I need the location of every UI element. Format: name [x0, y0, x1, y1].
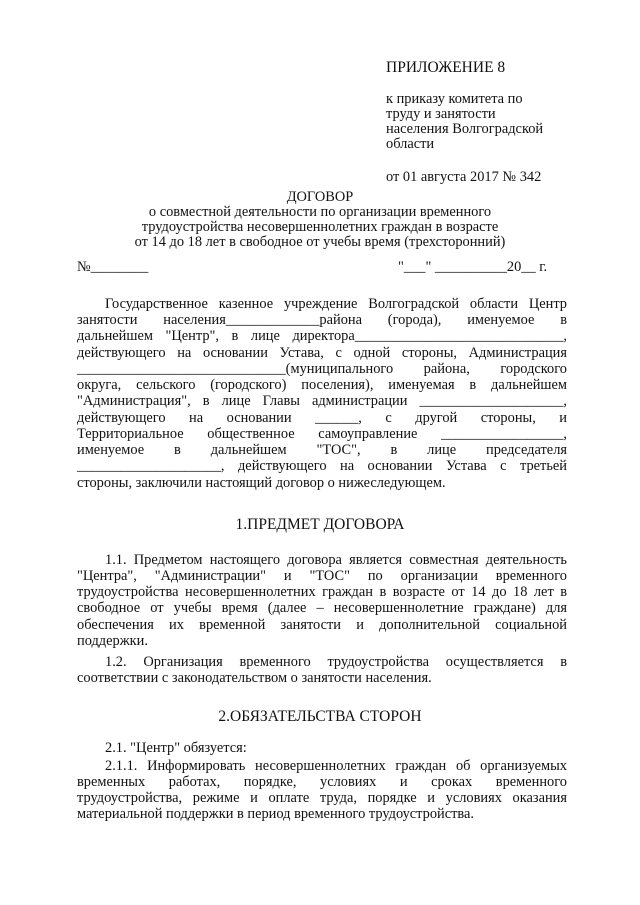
contract-date-blank: "___" __________20__ г.	[398, 259, 548, 275]
intro-line: округа, сельского (городского) поселения), именуемая в дальнейшем	[77, 377, 567, 393]
paragraph-line: 1.2. Организация временного трудоустройства осуществляется в	[105, 654, 567, 670]
intro-line: "Администрация", в лице Главы администрации ____________________,	[77, 393, 567, 409]
paragraph-line: свободное от учебы время (далее – несовершеннолетние граждане) для	[77, 600, 567, 616]
appendix-line: к приказу комитета по	[386, 91, 523, 107]
paragraph-line: временных работах, порядке, условиях и сроках временного	[77, 774, 567, 790]
contract-subtitle-line: о совместной деятельности по организации временного	[148, 204, 492, 220]
section-2-heading: 2.ОБЯЗАТЕЛЬСТВА СТОРОН	[218, 708, 422, 725]
section-2-clause-2-1: 2.1. "Центр" обязуется:	[105, 740, 247, 756]
intro-line: действующего на основании ______, с другой стороны, и	[77, 410, 567, 426]
paragraph-line: поддержки.	[77, 633, 148, 649]
intro-line: _____________________________(муниципального района, городского	[77, 361, 567, 377]
appendix-line: труду и занятости	[386, 106, 496, 122]
appendix-block	[386, 60, 543, 185]
paragraph-line: материальной поддержки в период временного трудоустройства.	[77, 806, 475, 822]
contract-subtitle-line: трудоустройства несовершеннолетних граждан в возрасте	[141, 219, 499, 235]
paragraph-line: трудоустройства несовершеннолетних граждан в возрасте от 14 до 18 лет в	[77, 584, 567, 600]
intro-line: Территориальное общественное самоуправление _________________,	[77, 426, 567, 442]
contract-subtitle-line: от 14 до 18 лет в свободное от учебы время (трехсторонний)	[134, 234, 506, 250]
paragraph-line: 2.1.1. Информировать несовершеннолетних граждан об организуемых	[105, 758, 567, 774]
contract-title-block	[0, 190, 640, 250]
contract-title: ДОГОВОР	[286, 189, 354, 205]
section-1-heading: 1.ПРЕДМЕТ ДОГОВОРА	[235, 516, 405, 533]
intro-line: ____________________, действующего на основании Устава с третьей	[77, 458, 567, 474]
intro-line: действующего на основании Устава, с одной стороны, Администрация	[77, 345, 567, 361]
intro-line: дальнейшем "Центр", в лице директора_____________________________,	[77, 328, 567, 344]
paragraph-line: соответствии с законодательством о занятости населения.	[77, 670, 432, 686]
intro-line: занятости населения_____________района (города), именуемое в	[77, 312, 567, 328]
appendix-order-reference	[386, 92, 543, 152]
paragraph-line: 1.1. Предметом настоящего договора является совместная деятельность	[105, 552, 567, 568]
intro-line: Государственное казенное учреждение Волгоградской области Центр	[105, 296, 567, 312]
paragraph-line: трудоустройства, режиме и оплате труда, порядке и условиях оказания	[77, 790, 567, 806]
appendix-title: ПРИЛОЖЕНИЕ 8	[386, 59, 506, 76]
paragraph-line: обеспечения их временной занятости и дополнительной социальной	[77, 617, 567, 633]
appendix-date-line: от 01 августа 2017 № 342	[386, 169, 542, 185]
appendix-line: области	[386, 136, 435, 152]
contract-number: №________	[77, 259, 149, 275]
appendix-line: населения Волгоградской	[386, 121, 544, 137]
intro-line: стороны, заключили настоящий договор о нижеследующем.	[77, 475, 446, 491]
paragraph-line: "Центра", "Администрации" и "ТОС" по организации временного	[77, 568, 567, 584]
intro-line: именуемое в дальнейшем "ТОС", в лице председателя	[77, 442, 567, 458]
